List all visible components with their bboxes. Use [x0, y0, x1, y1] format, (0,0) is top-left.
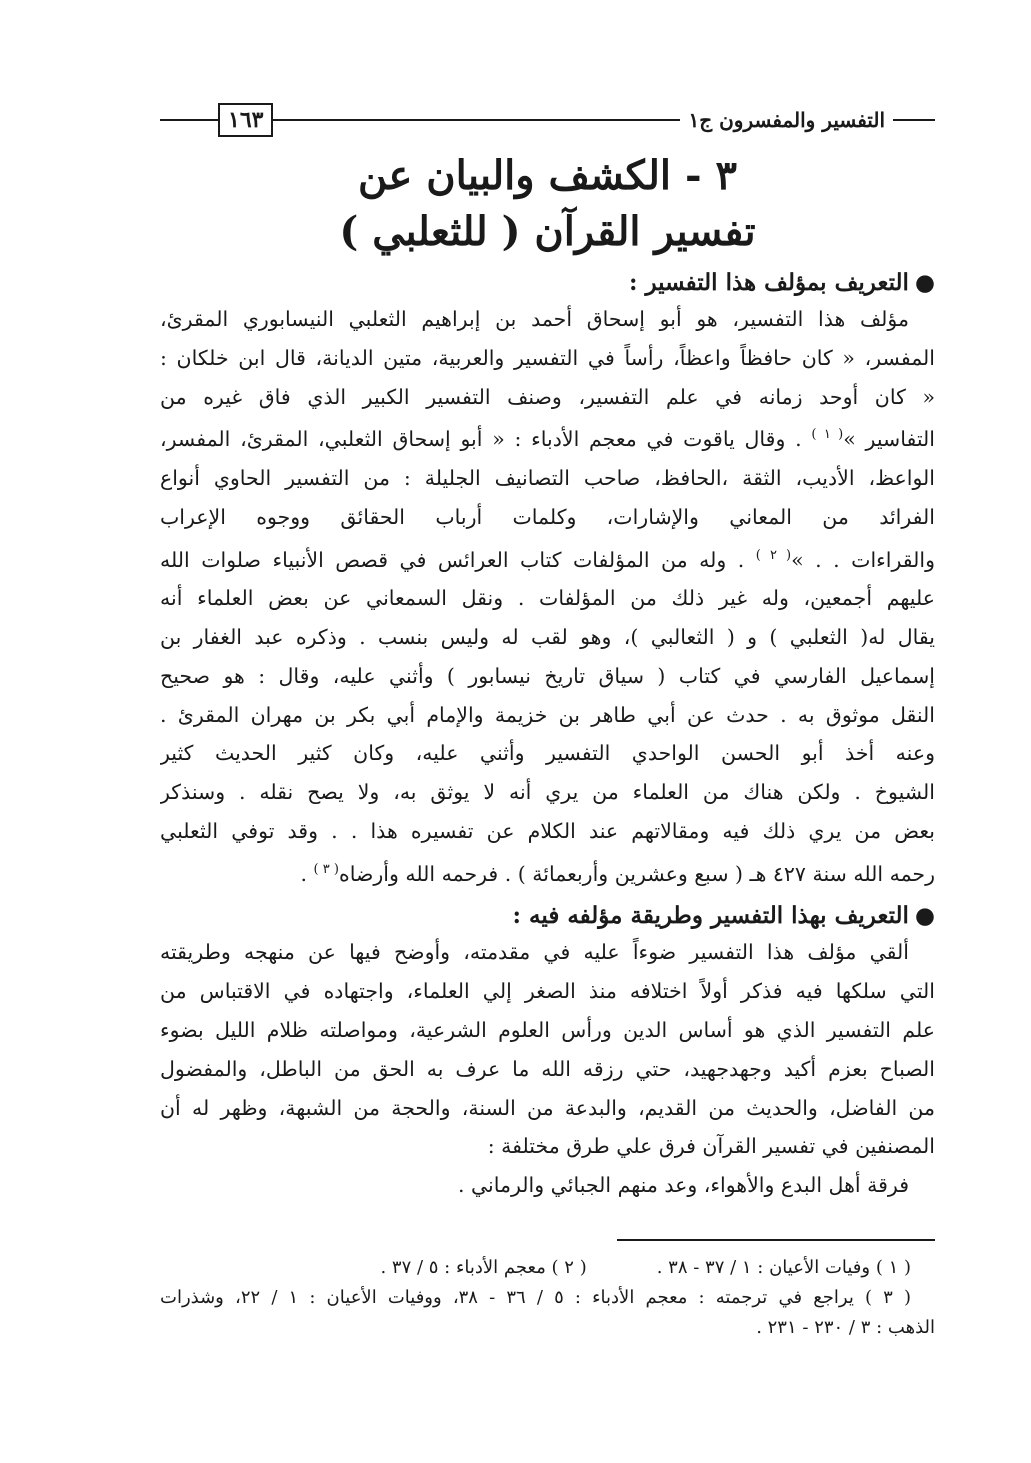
running-header: [160, 100, 935, 140]
document-page: [160, 100, 935, 1343]
method-paragraph: [160, 933, 935, 1205]
section-heading-method: ●التعريف بهذا التفسير وطريقة مؤلفه فيه :: [512, 902, 935, 930]
text-line: عليهم أجمعين، وله غير ذلك من المؤلفات . ونقل السمعاني عن بعض العلماء أنه: [160, 586, 935, 611]
header-rule-middle: [273, 119, 680, 121]
header-rule-left: [160, 119, 218, 121]
footnote-ref-3: ( ٣ ): [313, 861, 339, 877]
footnote-separator: [617, 1239, 935, 1241]
text-line: علم التفسير الذي هو أساس الدين ورأس العلوم الشرعية، ومواصلته ظلام الليل بضوء: [160, 1018, 935, 1043]
text-line: ألقي مؤلف هذا التفسير ضوءاً عليه في مقدمته، وأوضح فيها عن منهجه وطريقته: [160, 940, 909, 965]
text-line: مؤلف هذا التفسير، هو أبو إسحاق أحمد بن إبراهيم الثعلبي النيسابوري المقرئ،: [160, 307, 909, 331]
footnote-3-line2: الذهب : ٣ / ٢٣٠ - ٢٣١ .: [756, 1317, 935, 1339]
text-line: الواعظ، الأديب، الثقة ،الحافظ، صاحب التصانيف الجليلة : من التفسير الحاوي أنواع: [160, 466, 935, 491]
text-line: النقل موثوق به . حدث عن أبي طاهر بن خزيمة والإمام أبي بكر بن مهران المقرئ .: [160, 702, 935, 727]
chapter-title-line1: ٣ - الكشف والبيان عن: [358, 152, 737, 199]
text-line: بعض من يري ذلك فيه ومقالاتهم عند الكلام عن تفسيره هذا . . وقد توفي الثعلبي: [160, 819, 935, 844]
text-line: يقال له( الثعلبي ) و ( الثعالبي )، وهو لقب له وليس بنسب . وذكره عبد الغفار بن: [160, 625, 935, 650]
text-line: رحمه الله سنة ٤٢٧ هـ ( سبع وعشرين وأربعمائة ) . فرحمه الله وأرضاه$^{( ٣ )}$ .: [300, 861, 935, 886]
bullet-icon: ●: [914, 269, 935, 296]
footnote-1: ( ١ ) وفيات الأعيان : ١ / ٣٧ - ٣٨ .: [656, 1257, 911, 1279]
running-title: التفسير والمفسرون ج١: [688, 108, 885, 132]
footnotes: [160, 1253, 935, 1343]
author-paragraph: [160, 300, 935, 893]
header-rule-right: [893, 119, 935, 121]
text-line: من الفاضل، والحديث من القديم، والبدعة من السنة، والحجة من الشبهة، وظهر له أن: [160, 1095, 935, 1120]
text-line: المصنفين في تفسير القرآن فرق علي طرق مختلفة :: [487, 1134, 935, 1159]
text-line: وعنه أخذ أبو الحسن الواحدي التفسير وأثني عليه، وكان كثير الحديث كثير: [160, 741, 935, 766]
text-line: والقراءات . . »$^{( ٢ )}$ . وله من المؤلفات كتاب العرائس في قصص الأنبياء صلوات الله: [160, 547, 935, 572]
footnote-2: ( ٢ ) معجم الأدباء : ٥ / ٣٧ .: [380, 1257, 587, 1279]
text-line: الفرائد من المعاني والإشارات، وكلمات أرباب الحقائق ووجوه الإعراب: [160, 504, 935, 529]
footnote-ref-2: ( ٢ ): [755, 547, 792, 563]
text-line: المفسر، « كان حافظاً واعظاً، رأساً في التفسير والعربية، متين الديانة، قال ابن خلكان :: [160, 345, 935, 370]
footnote-ref-1: ( ١ ): [811, 427, 844, 443]
text-line: الشيوخ . ولكن هناك من العلماء من يري أنه لا يوثق به، ولا يصح نقله . وسنذكر: [160, 780, 935, 805]
footnote-separator-wrap: [160, 1205, 935, 1241]
footnote-3-line1: ( ٣ ) يراجع في ترجمته : معجم الأدباء : ٥ / ٣٦ - ٣٨، ووفيات الأعيان : ١ / ٢٢، وشذرات: [160, 1287, 911, 1309]
text-line: « كان أوحد زمانه في علم التفسير، وصنف التفسير الكبير الذي فاق غيره من: [160, 384, 935, 409]
page-number: ١٦٣: [218, 103, 273, 137]
text-line: الصباح بعزم أكيد وجهدجهيد، حتي رزقه الله ما عرف به الحق من الباطل، والمفضول: [160, 1056, 935, 1081]
chapter-title: [160, 148, 935, 260]
text-line: التفاسير »$^{( ١ )}$ . وقال ياقوت في معجم الأدباء : « أبو إسحاق الثعلبي، المقرئ، المفسر،: [160, 427, 935, 452]
text-line: إسماعيل الفارسي في كتاب ( سياق تاريخ نيسابور ) وأثني عليه، وقال : هو صحيح: [160, 663, 935, 688]
chapter-title-line2: تفسير القرآن ( للثعلبي ): [339, 208, 756, 255]
footnote-row: [160, 1253, 935, 1283]
bullet-icon: ●: [914, 902, 935, 930]
text-line: فرقة أهل البدع والأهواء، وعد منهم الجبائي والرماني .: [457, 1173, 909, 1198]
section-heading-author: ●التعريف بمؤلف هذا التفسير :: [628, 269, 935, 296]
text-line: التي سلكها فيه فذكر أولاً اختلافه منذ الصغر إلي العلماء، واجتهاده في الاقتباس من: [160, 979, 935, 1004]
